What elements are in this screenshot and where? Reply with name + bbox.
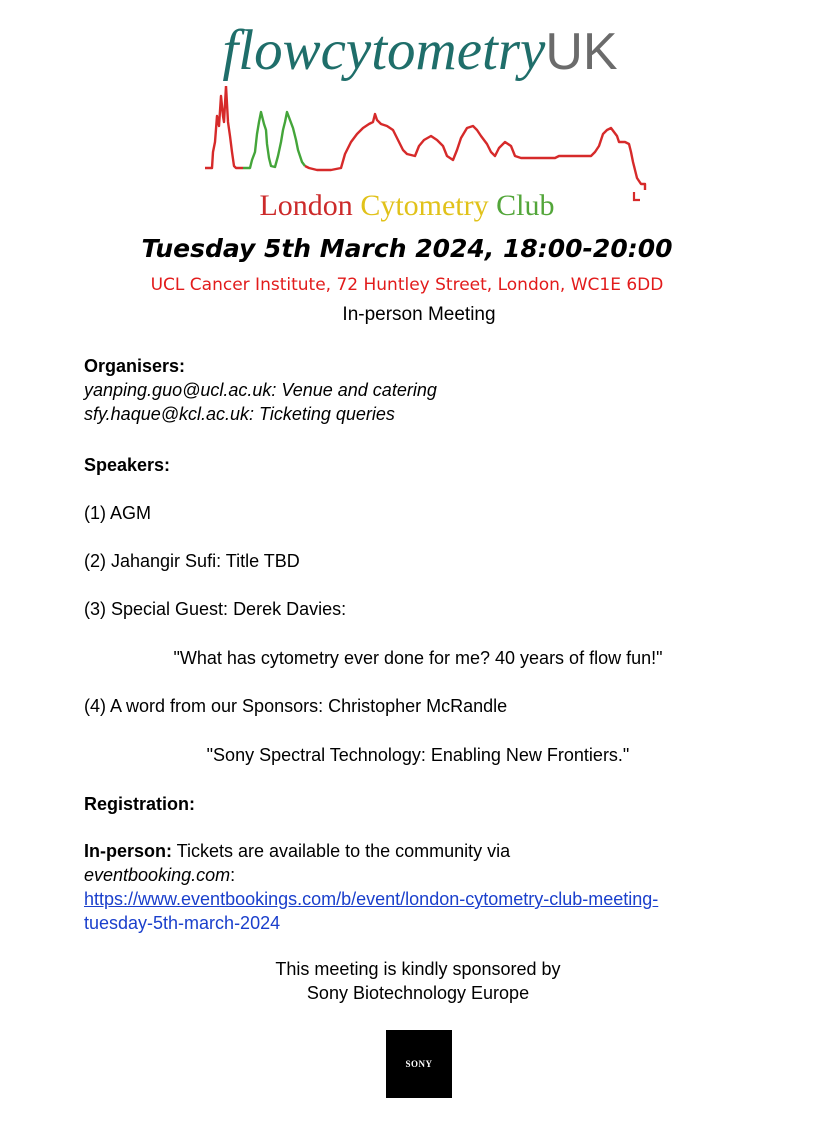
london-cytometry-club-title — [0, 189, 814, 223]
sony-logo — [386, 1030, 452, 1098]
registration-section — [84, 839, 658, 935]
flowcytometry-uk-logo — [0, 19, 814, 82]
registration-label: In-person: — [84, 841, 172, 861]
event-venue: UCL Cancer Institute, 72 Huntley Street, London, WC1E 6DD — [150, 275, 664, 295]
organisers-section — [84, 354, 437, 426]
skyline-red-right — [305, 114, 645, 190]
registration-line — [84, 839, 658, 863]
club-word-club: Club — [496, 189, 555, 222]
sponsor-line-1: This meeting is kindly sponsored by — [275, 959, 561, 979]
speaker-item-4: (4) A word from our Sponsors: Christopher McRandle — [84, 696, 508, 716]
event-format: In-person Meeting — [342, 304, 496, 325]
registration-link[interactable] — [84, 887, 658, 935]
logo-wordmark: flowcytometry — [222, 19, 546, 82]
sponsor-line-2: Sony Biotechnology Europe — [306, 983, 530, 1003]
registration-colon: : — [230, 865, 236, 885]
speaker-item-3: (3) Special Guest: Derek Davies: — [84, 599, 347, 619]
sony-logo-text: SONY — [405, 1059, 433, 1069]
registration-link-line2[interactable]: tuesday-5th-march-2024 — [84, 913, 281, 933]
club-word-cytometry: Cytometry — [360, 189, 489, 222]
speaker-item-4-title: "Sony Spectral Technology: Enabling New Frontiers." — [206, 745, 630, 765]
organiser-item: yanping.guo@ucl.ac.uk: Venue and catering — [84, 380, 437, 400]
registration-text: Tickets are available to the community via — [172, 841, 511, 861]
logo-uk: UK — [545, 23, 618, 81]
club-word-london: London — [259, 189, 353, 222]
organiser-item: sfy.haque@kcl.ac.uk: Ticketing queries — [84, 404, 395, 424]
speaker-item-3-title: "What has cytometry ever done for me? 40 years of flow fun!" — [173, 648, 663, 668]
organisers-heading: Organisers: — [84, 356, 186, 376]
registration-site: eventbooking.com — [84, 865, 231, 885]
skyline-green — [243, 112, 305, 168]
skyline-red-left — [205, 86, 243, 168]
speaker-item-2: (2) Jahangir Sufi: Title TBD — [84, 551, 300, 571]
london-skyline-icon — [205, 86, 655, 206]
event-date: Tuesday 5th March 2024, 18:00-20:00 — [141, 234, 673, 263]
speaker-item-1: (1) AGM — [84, 503, 152, 523]
registration-link-line1[interactable]: https://www.eventbookings.com/b/event/london-cytometry-club-meeting- — [84, 889, 659, 909]
registration-site-line — [84, 863, 658, 887]
registration-heading: Registration: — [84, 794, 196, 814]
speakers-heading: Speakers: — [84, 455, 171, 475]
